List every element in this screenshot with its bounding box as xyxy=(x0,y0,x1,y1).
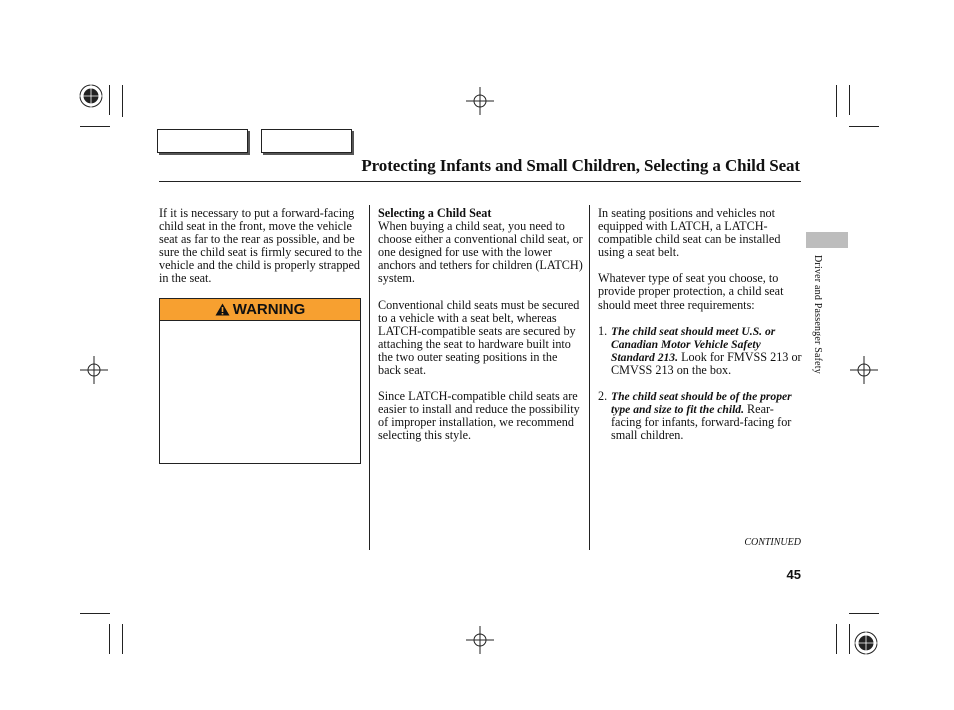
crosshair-icon xyxy=(80,356,108,384)
column-3 xyxy=(598,207,803,455)
title-rule xyxy=(159,181,801,182)
requirement-item xyxy=(598,390,803,442)
crop-mark xyxy=(80,613,110,614)
nav-button-table-of-contents[interactable] xyxy=(261,129,352,153)
nav-button-main-menu[interactable] xyxy=(157,129,248,153)
paragraph: When buying a child seat, you need to choose either a conventional child seat, or one designed for use with the lower anchors and tethers for children (LATCH) system. xyxy=(378,219,583,286)
section-tab xyxy=(806,232,848,248)
column-2 xyxy=(378,207,583,456)
registration-mark-icon xyxy=(853,630,879,656)
column-divider xyxy=(589,205,590,550)
paragraph: Whatever type of seat you choose, to provide proper protection, a child seat should meet three requirements: xyxy=(598,271,784,312)
page-title: Protecting Infants and Small Children, Selecting a Child Seat xyxy=(361,156,800,175)
crop-mark xyxy=(109,624,110,654)
crosshair-icon xyxy=(850,356,878,384)
warning-label: WARNING xyxy=(232,301,306,318)
crop-mark xyxy=(849,624,850,654)
page-number: 45 xyxy=(786,567,801,582)
requirement-text: Rear-facing for infants, forward-facing for small children. xyxy=(611,402,792,443)
paragraph: Since LATCH-compatible child seats are easier to install and reduce the possibility of improper installation, we recommend selecting this style. xyxy=(378,389,580,443)
crop-mark xyxy=(122,624,123,654)
intro-paragraph: If it is necessary to put a forward-facing child seat in the front, move the vehicle seat as far to the rear as possible, and be sure the child seat is firmly secured to the vehicle and the child is properly strapped in the seat. xyxy=(159,206,363,286)
crop-mark xyxy=(836,624,837,654)
crop-mark xyxy=(849,126,879,127)
crop-mark xyxy=(109,85,110,115)
crop-mark xyxy=(849,613,879,614)
crop-mark xyxy=(849,85,850,115)
section-heading: Selecting a Child Seat xyxy=(378,206,492,220)
requirement-item xyxy=(598,325,803,377)
warning-box xyxy=(159,298,361,464)
requirement-number: 2. xyxy=(598,389,608,404)
requirement-text: Look for FMVSS 213 or CMVSS 213 on the box. xyxy=(611,349,802,377)
column-divider xyxy=(369,205,370,550)
crop-mark xyxy=(836,85,837,117)
section-side-label: Driver and Passenger Safety xyxy=(812,255,823,374)
requirement-number: 1. xyxy=(598,323,608,338)
column-1 xyxy=(159,207,364,299)
continued-label: CONTINUED xyxy=(744,537,801,548)
paragraph: Conventional child seats must be secured to a vehicle with a seat belt, whereas LATCH-compatible seats are secured by attaching the seat to hardware built into the two outer seating positions in the back seat. xyxy=(378,297,580,378)
requirement-emphasis: The child seat should meet U.S. or Canadian Motor Vehicle Safety Standard 213. xyxy=(611,324,776,364)
warning-header xyxy=(160,299,360,321)
crop-mark xyxy=(80,126,110,127)
warning-triangle-icon xyxy=(215,303,230,316)
crosshair-icon xyxy=(466,626,494,654)
crosshair-icon xyxy=(466,87,494,115)
paragraph: In seating positions and vehicles not equipped with LATCH, a LATCH-compatible child seat can be installed using a seat belt. xyxy=(598,206,781,260)
crop-mark xyxy=(122,85,123,117)
registration-mark-icon xyxy=(78,83,104,109)
requirement-emphasis: The child seat should be of the proper type and size to fit the child. xyxy=(611,390,792,417)
